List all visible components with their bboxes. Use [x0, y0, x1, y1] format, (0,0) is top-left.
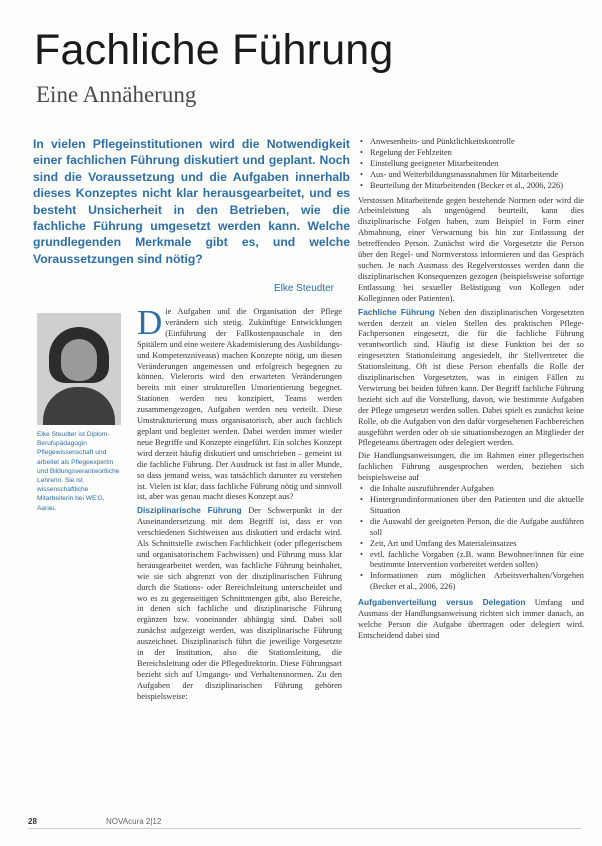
list-item: • die Auswahl der geeigneten Person, die die Aufgabe ausführen soll	[358, 517, 584, 539]
list-item: • Beurteilung der Mitarbeitenden (Becker et al., 2006, 226)	[358, 181, 584, 192]
footer-rule	[28, 828, 581, 829]
body-paragraph: Verstossen Mitarbeitende gegen bestehende Normen oder wird die Arbeitsleistung als ungenügend beurteilt, kann dies disziplinarische Folgen haben, zum Beispiel in Form einer Abmahnung, einer Verwarnung bis hin zur Entlassung der betreffenden Person. Zunächst wird die Vorgesetzte die Person über den Regel- und Normverstoss informieren und das Gespräch suchen. Je nach Ausmass des Regelverstosses werden dann die disziplinarischen Konsequenzen gezogen (beispielsweise sofortige Entlassung bei sexueller Belästigung von Kollegen oder Kolleginnen oder Patienten).	[358, 195, 584, 303]
fachliche-paragraph: Fachliche Führung Neben den disziplinarischen Vorgesetzten werden derzeit an vielen Stellen des praktischen Pflege-Fachpersonen eingesetzt, die für die fachliche Führung verantwortlich sind. Häufig ist diese Funktion bei der so eingesetzten Stationsleitung angesiedelt, ihr Stellvertreter die Stationsleitung. Oft ist diese Person ebenfalls die Rolle der disziplinarischen Vorgesetzten, was in einigen Fällen zu Verwirrung bei beiden führen kann. Der Begriff fachliche Führung bezieht sich auf die Vorstellung, davon, wie bestimmte Aufgaben der Pflege umgesetzt werden sollen. Dabei spielt es zunächst keine Rolle, ob die Aufgaben von den dafür vorgesehenen Fachbereichen ausgeführt werden oder ob sie situationsbezogen an Mitglieder der Pflegeteams übertragen oder delegiert werden.	[358, 306, 585, 448]
author-caption: Elke Steudter ist Diplom-Berufspädagogin Pflegewissenschaft und arbeitet als Pflegeexpertin und Bildungsverantwortliche Lehrerin. Sie ist wissenschaftliche Mitarbeiterin bei WE'G, Aarau.	[37, 431, 120, 512]
journal-footer: NOVAcura 2|12	[106, 817, 162, 826]
middle-column	[137, 303, 343, 703]
list-item: • Informationen zum möglichen Arbeitsverhalten/Vorgehen (Becker et al., 2006, 226)	[358, 571, 584, 593]
subheading-aufgabenverteilung: Aufgabenverteilung versus Delegation	[358, 597, 526, 608]
list-item: • Zeit, Art und Umfang des Materialeinsatzes	[358, 539, 584, 550]
list-item: • Regelung der Fehlzeiten	[358, 148, 584, 159]
drop-cap: D	[137, 303, 163, 342]
article-title: Fachliche Führung	[34, 26, 394, 74]
list-item: • Hintergrundinformationen über den Patienten und die aktuelle Situation	[358, 495, 584, 517]
bullet-list-handlungsanweisungen	[358, 484, 584, 593]
disziplinarische-paragraph: Disziplinarische Führung Der Schwerpunkt in der Auseinandersetzung mit dem Begriff ist, dass er von verschiedenen Sichtweisen aus diskutiert und erdacht wird. Als Schnittstelle zwischen Fachlichkeit (oder pflegerischem und organisatorischem Fachwissen) und Führung muss klar herausgearbeitet werden, was fachliche Führung beinhaltet, wie sie sich abgrenzt von der disziplinarischen Führung durch die Stations- oder Bereichsleitung unterscheidet und wo es zu gegenseitigen Schnittmengen gibt, also Bereiche, in denen sich fachliche und disziplinarische Führung ergänzen bzw. voneinander abhängig sind. Dabei soll zunächst aufgezeigt werden, was disziplinarische Führung auszeichnet. Disziplinarisch führt die jeweilige Vorgesetzte in der Institution, also die Stationsleitung, die Bereichsleitung oder die Pflegedirektorin. Diese Führungsart bezieht sich auf Umgangs- und Verhaltensnormen. Zu den Aufgaben der disziplinarischen Führung gehören beispielsweise:	[137, 505, 343, 701]
list-item: • Aus- und Weiterbildungsmassnahmen für Mitarbeitende	[358, 170, 584, 181]
author-photo	[37, 313, 121, 425]
delegation-paragraph: Aufgabenverteilung versus Delegation Umfang und Ausmass der Handlungsanweisung richten sich immer danach, an welche Person die Aufgabe übertragen oder delegiert wird. Entscheidend dabei sind	[358, 597, 584, 640]
article-subtitle: Eine Annäherung	[36, 82, 197, 107]
subheading-fachliche-fuehrung: Fachliche Führung	[358, 306, 435, 317]
list-item: • die Inhalte auszuführender Aufgaben	[358, 484, 584, 495]
author-name: Elke Steudter	[273, 283, 334, 294]
bullet-list-disziplinarisch	[358, 137, 584, 192]
subheading-disziplinarische-fuehrung: Disziplinarische Führung	[137, 505, 242, 516]
body-paragraph: Die Handlungsanweisungen, die im Rahmen einer pflegerischen fachlichen Führung ausgesprochen werden, beziehen sich beispielsweise auf	[358, 451, 584, 483]
page-number: 28	[28, 817, 37, 826]
intro-paragraph	[137, 303, 342, 503]
list-item: • evtl. fachliche Vorgaben (z.B. wann Bewohner/innen für eine bestimmte Intervention vorbereitet werden sollen)	[358, 550, 584, 572]
list-item: • Einstellung geeigneter Mitarbeitenden	[358, 159, 584, 170]
intro-text: ie Aufgaben und die Organisation der Pflege verändern sich stetig. Zukünftige Entwicklungen (Einführung der Fallkostenpauschale in den Spitälern und eine weitere Akademisierung des Ausbildungs- und Kompetenzniveaus) machen Konzepte nötig, um diesen Veränderungen angemessen und erfolgreich begegnen zu können. Vielerorts wird den erwarteten Veränderungen bereits mit einer strukturellen Umorientierung begegnet. Stationen werden neu konzipiert, Teams werden zusammengezogen, Aufgaben werden neu verteilt. Diese Umstrukturierung muss organisatorisch, aber auch fachlich geplant und begleitet werden. Dabei werden immer wieder neue Begriffe und Konzepte eingeführt. Ein solches Konzept wird derzeit häufig diskutiert und umschrieben – gemeint ist die fachliche Führung. Der Ausdruck ist fast in aller Munde, so dass jemand weiss, was tatsächlich darunter zu verstehen ist. Vielen ist klar, dass fachliche Führung nötig und sinnvoll ist, aber was genau macht dieses Konzept aus?	[137, 307, 342, 502]
right-column	[358, 137, 584, 642]
list-item: • Anwesenheits- und Pünktlichkeitskontrolle	[358, 137, 584, 148]
lead-paragraph: In vielen Pflegeinstitutionen wird die Notwendigkeit einer fachlichen Führung diskutiert und geplant. Noch sind die Voraussetzung und die Aufgaben innerhalb dieses Konzeptes nicht klar herausgearbeitet, und es besteht Unsicherheit in den Betrieben, wie die fachliche Führung umgesetzt werden kann. Welche grundlegenden Merkmale gibt es, und welche Voraussetzungen sind nötig?	[33, 137, 350, 266]
